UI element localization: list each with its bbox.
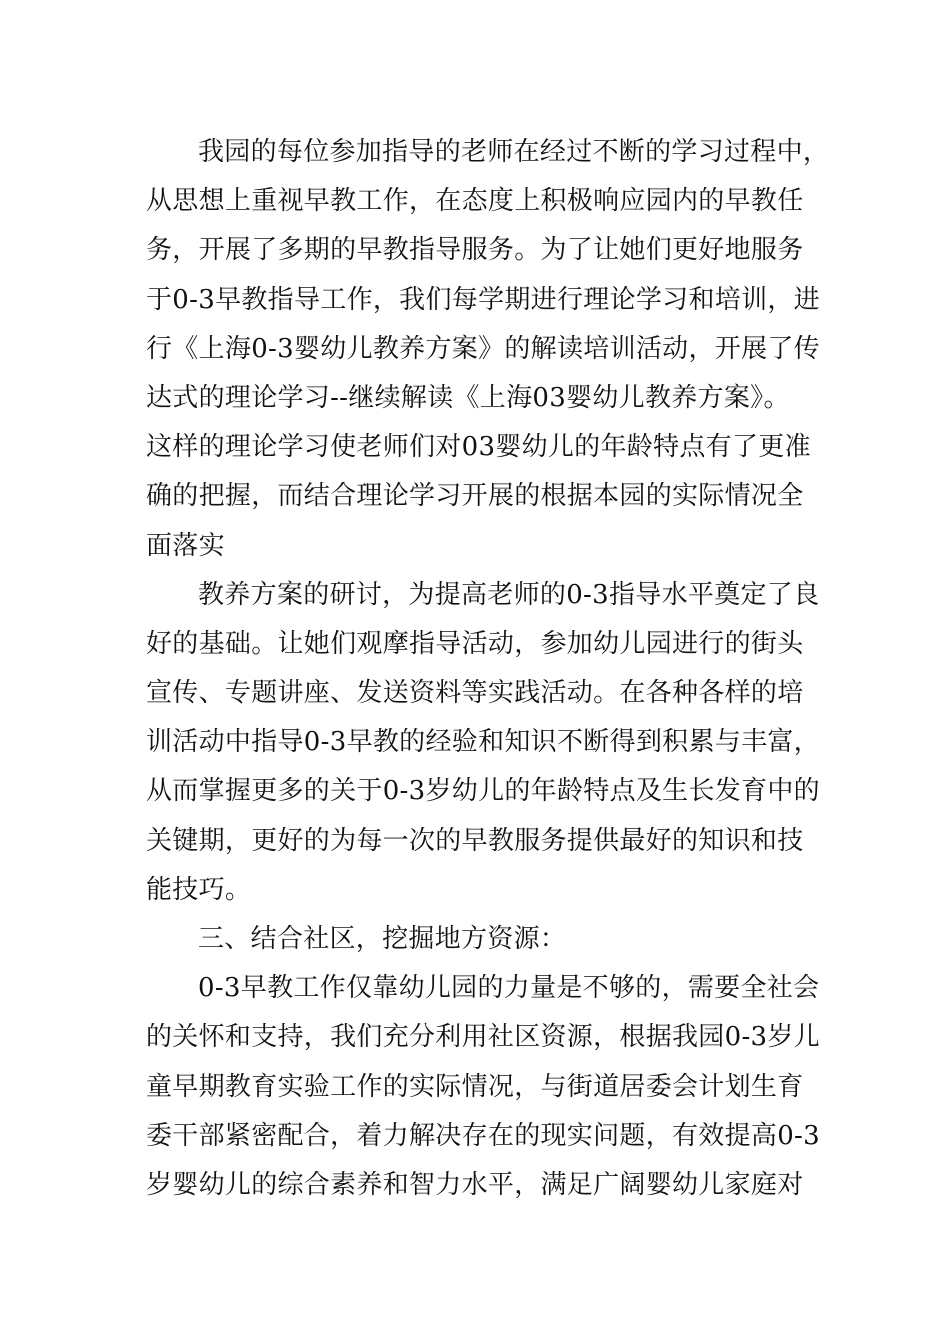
text-line: 这样的理论学习使老师们对03婴幼儿的年龄特点有了更准 bbox=[146, 432, 811, 463]
text-line: 岁婴幼儿的综合素养和智力水平，满足广阔婴幼儿家庭对 bbox=[146, 1169, 804, 1200]
text-line: 的关怀和支持，我们充分利用社区资源，根据我园0-3岁儿 bbox=[146, 1022, 820, 1053]
text-line: 从而掌握更多的关于0-3岁幼儿的年龄特点及生长发育中的 bbox=[146, 776, 820, 807]
text-line: 于0-3早教指导工作，我们每学期进行理论学习和培训，进 bbox=[146, 284, 820, 315]
text-line: 从思想上重视早教工作，在态度上积极响应园内的早教任 bbox=[146, 186, 804, 217]
section-heading: 三、结合社区，挖掘地方资源： bbox=[198, 924, 567, 954]
text-line: 行《上海0-3婴幼儿教养方案》的解读培训活动，开展了传 bbox=[146, 333, 820, 364]
text-line: 训活动中指导0-3早教的经验和知识不断得到积累与丰富， bbox=[146, 727, 820, 758]
text-line: 关键期，更好的为每一次的早教服务提供最好的知识和技 bbox=[146, 825, 804, 856]
text-line: 童早期教育实验工作的实际情况，与街道居委会计划生育 bbox=[146, 1071, 804, 1102]
text-line: 委干部紧密配合，着力解决存在的现实问题，有效提高0-3 bbox=[146, 1120, 820, 1151]
text-line: 教养方案的研讨，为提高老师的0-3指导水平奠定了良 bbox=[198, 579, 820, 610]
text-line: 好的基础。让她们观摩指导活动，参加幼儿园进行的街头 bbox=[146, 628, 804, 659]
text-line: 达式的理论学习--继续解读《上海03婴幼儿教养方案》。 bbox=[146, 382, 790, 413]
document-body bbox=[146, 128, 830, 1210]
text-line: 面落实 bbox=[146, 530, 225, 561]
text-line: 务，开展了多期的早教指导服务。为了让她们更好地服务 bbox=[146, 235, 804, 266]
text-line: 宣传、专题讲座、发送资料等实践活动。在各种各样的培 bbox=[146, 678, 804, 709]
text-line: 能技巧。 bbox=[146, 874, 252, 905]
text-line: 0-3早教工作仅靠幼儿园的力量是不够的，需要全社会 bbox=[198, 973, 820, 1004]
text-line: 确的把握，而结合理论学习开展的根据本园的实际情况全 bbox=[146, 481, 804, 512]
text-line: 我园的每位参加指导的老师在经过不断的学习过程中， bbox=[198, 137, 830, 167]
